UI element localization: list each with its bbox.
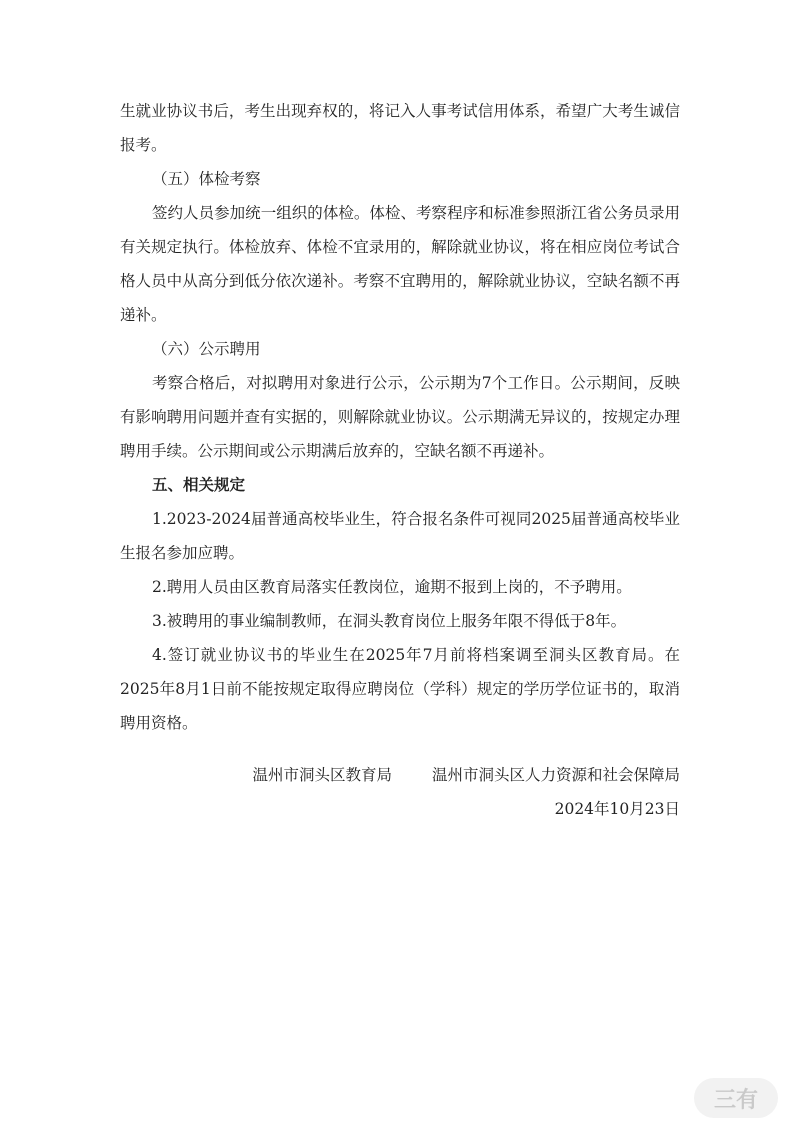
paragraph-physical-exam: 签约人员参加统一组织的体检。体检、考察程序和标准参照浙江省公务员录用有关规定执行。体检放弃、体检不宜录用的，解除就业协议，将在相应岗位考试合格人员中从高分到低分依次递补。考察不宜聘用的，解除就业协议，空缺名额不再递补。 [120,204,680,324]
document-body [120,94,680,740]
signature-orgs [120,758,680,792]
rule-3: 3.被聘用的事业编制教师，在洞头教育岗位上服务年限不得低于8年。 [152,612,627,630]
org-hr-bureau: 温州市洞头区人力资源和社会保障局 [431,766,680,784]
paragraph-publicity: 考察合格后，对拟聘用对象进行公示，公示期为7个工作日。公示期间，反映有影响聘用问题并查有实据的，则解除就业协议。公示期满无异议的，按规定办理聘用手续。公示期间或公示期满后放弃的，空缺名额不再递补。 [120,374,680,460]
rule-4: 4.签订就业协议书的毕业生在2025年7月前将档案调至洞头区教育局。在2025年8月1日前不能按规定取得应聘岗位（学科）规定的学历学位证书的，取消聘用资格。 [120,646,680,732]
document-date: 2024年10月23日 [554,800,680,818]
rule-1: 1.2023-2024届普通高校毕业生，符合报名条件可视同2025届普通高校毕业生报名参加应聘。 [120,510,680,562]
heading-related-rules: 五、相关规定 [152,475,246,494]
rule-2: 2.聘用人员由区教育局落实任教岗位，逾期不报到上岗的，不予聘用。 [152,578,632,596]
signature-block [120,758,680,826]
section-heading-6: （六）公示聘用 [152,340,261,358]
watermark-logo: 三有 [694,1078,778,1118]
paragraph-1: 生就业协议书后，考生出现弃权的，将记入人事考试信用体系，希望广大考生诚信报考。 [120,102,680,154]
section-heading-5: （五）体检考察 [152,170,261,188]
org-education-bureau: 温州市洞头区教育局 [252,766,392,784]
